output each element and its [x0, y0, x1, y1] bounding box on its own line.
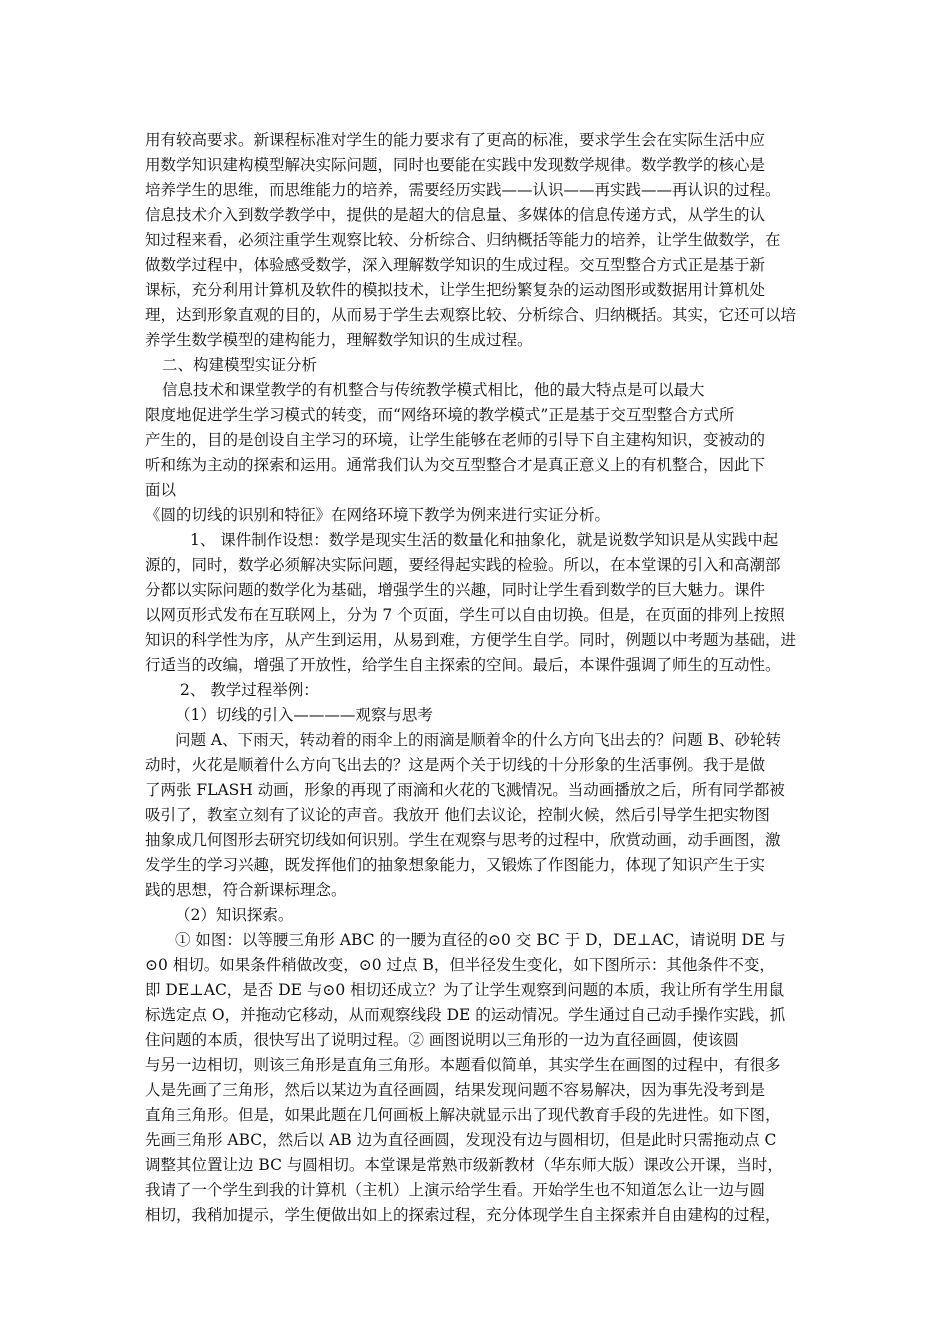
- text-line: 面以: [145, 481, 177, 499]
- text-line: 用有较高要求。新课程标准对学生的能力要求有了更高的标准，要求学生会在实际生活中应: [145, 131, 766, 149]
- text-line: 与另一边相切，则该三角形是直角三角形。本题看似简单，其实学生在画图的过程中，有很多: [145, 1056, 781, 1074]
- text-line: 标选定点 O，并拖动它移动，从而观察线段 DE 的运动情况。学生通过自己动手操作实践，抓: [145, 1006, 786, 1024]
- text-line: 《圆的切线的识别和特征》在网络环境下教学为例来进行实证分析。: [145, 506, 611, 524]
- text-line: 践的思想，符合新课标理念。: [145, 881, 347, 899]
- text-line: 即 DE⊥AC，是否 DE 与⊙0 相切还成立？为了让学生观察到问题的本质，我让所有学生用鼠: [145, 981, 785, 999]
- text-line: 知过程来看，必须注重学生观察比较、分析综合、归纳概括等能力的培养，让学生做数学，在: [145, 231, 781, 249]
- text-line: 相切，我稍加提示，学生便做出如上的探索过程，充分体现学生自主探索并自由建构的过程，: [145, 1206, 781, 1224]
- text-line: 抽象成几何图形去研究切线如何识别。学生在观察与思考的过程中，欣赏动画，动手画图，激: [145, 831, 781, 849]
- text-line: 理，达到形象直观的目的，从而易于学生去观察比较、分析综合、归纳概括。其实，它还可以培: [145, 306, 797, 324]
- text-line: 信息技术介入到数学教学中，提供的是超大的信息量、多媒体的信息传递方式，从学生的认: [145, 206, 766, 224]
- text-line: ① 如图：以等腰三角形 ABC 的一腰为直径的⊙0 交 BC 于 D，DE⊥AC，请说明 DE 与: [175, 931, 786, 949]
- subsection-heading: （2）知识探索。: [175, 906, 294, 924]
- text-line: 信息技术和课堂教学的有机整合与传统教学模式相比，他的最大特点是可以最大: [162, 381, 705, 399]
- text-line: 了两张 FLASH 动画，形象的再现了雨滴和火花的飞溅情况。当动画播放之后，所有同学都被: [145, 781, 785, 799]
- text-line: 1、 课件制作设想：数学是现实生活的数量化和抽象化，就是说数学知识是从实践中起: [190, 531, 779, 549]
- text-line: 产生的，目的是创设自主学习的环境，让学生能够在老师的引导下自主建构知识，变被动的: [145, 431, 766, 449]
- text-line: 问题 A、下雨天，转动着的雨伞上的雨滴是顺着伞的什么方向飞出去的？问题 B、砂轮转: [175, 731, 781, 749]
- text-line: 行适当的改编，增强了开放性，给学生自主探索的空间。最后，本课件强调了师生的互动性。: [145, 656, 781, 674]
- text-line: 调整其位置让边 BC 与圆相切。本堂课是常熟市级新教材（华东师大版）课改公开课，当时，: [145, 1156, 783, 1174]
- text-line: 源的，同时，数学必须解决实际问题，要经得起实践的检验。所以，在本堂课的引入和高潮部: [145, 556, 781, 574]
- text-line: ⊙0 相切。如果条件稍做改变，⊙0 过点 B，但半径发生变化，如下图所示：其他条件不变，: [145, 956, 775, 974]
- text-line: 以网页形式发布在互联网上，分为 7 个页面，学生可以自由切换。但是，在页面的排列上按照: [145, 606, 785, 624]
- text-line: 培养学生的思维，而思维能力的培养，需要经历实践——认识——再实践——再认识的过程。: [145, 181, 781, 199]
- text-line: 听和练为主动的探索和运用。通常我们认为交互型整合才是真正意义上的有机整合，因此下: [145, 456, 766, 474]
- text-line: 做数学过程中，体验感受数学，深入理解数学知识的生成过程。交互型整合方式正是基于新: [145, 256, 766, 274]
- text-line: 人是先画了三角形，然后以某边为直径画圆，结果发现问题不容易解决，因为事先没考到是: [145, 1081, 766, 1099]
- text-line: 养学生数学模型的建构能力，理解数学知识的生成过程。: [145, 331, 533, 349]
- subsection-heading: （1）切线的引入————观察与思考: [175, 706, 433, 724]
- text-line: 课标，充分利用计算机及软件的模拟技术，让学生把纷繁复杂的运动图形或数据用计算机处: [145, 281, 766, 299]
- text-line: 限度地促进学生学习模式的转变，而“网络环境的教学模式”正是基于交互型整合方式所: [145, 406, 735, 424]
- text-line: 发学生的学习兴趣，既发挥他们的抽象想象能力，又锻炼了作图能力，体现了知识产生于实: [145, 856, 766, 874]
- text-line: 直角三角形。但是，如果此题在几何画板上解决就显示出了现代教育手段的先进性。如下图，: [145, 1106, 781, 1124]
- text-line: 吸引了，教室立刻有了议论的声音。我放开 他们去议论，控制火候，然后引导学生把实物图: [145, 806, 770, 824]
- text-line: 动时，火花是顺着什么方向飞出去的？这是两个关于切线的十分形象的生活事例。我于是做: [145, 756, 766, 774]
- text-line: 先画三角形 ABC，然后以 AB 边为直径画圆，发现没有边与圆相切，但是此时只需拖动点 C: [145, 1131, 777, 1149]
- text-line: 我请了一个学生到我的计算机（主机）上演示给学生看。开始学生也不知道怎么让一边与圆: [145, 1181, 766, 1199]
- text-line: 用数学知识建构模型解决实际问题，同时也要能在实践中发现数学规律。数学教学的核心是: [145, 156, 766, 174]
- section-heading: 二、构建模型实证分析: [162, 356, 318, 374]
- text-line: 知识的科学性为序，从产生到运用，从易到难，方便学生自学。同时，例题以中考题为基础，进: [145, 631, 797, 649]
- text-line: 住问题的本质，很快写出了说明过程。② 画图说明以三角形的一边为直径画圆，使该圆: [145, 1031, 739, 1049]
- text-line: 分都以实际问题的数学化为基础，增强学生的兴趣，同时让学生看到数学的巨大魅力。课件: [145, 581, 766, 599]
- subsection-heading: 2、 教学过程举例：: [180, 681, 319, 699]
